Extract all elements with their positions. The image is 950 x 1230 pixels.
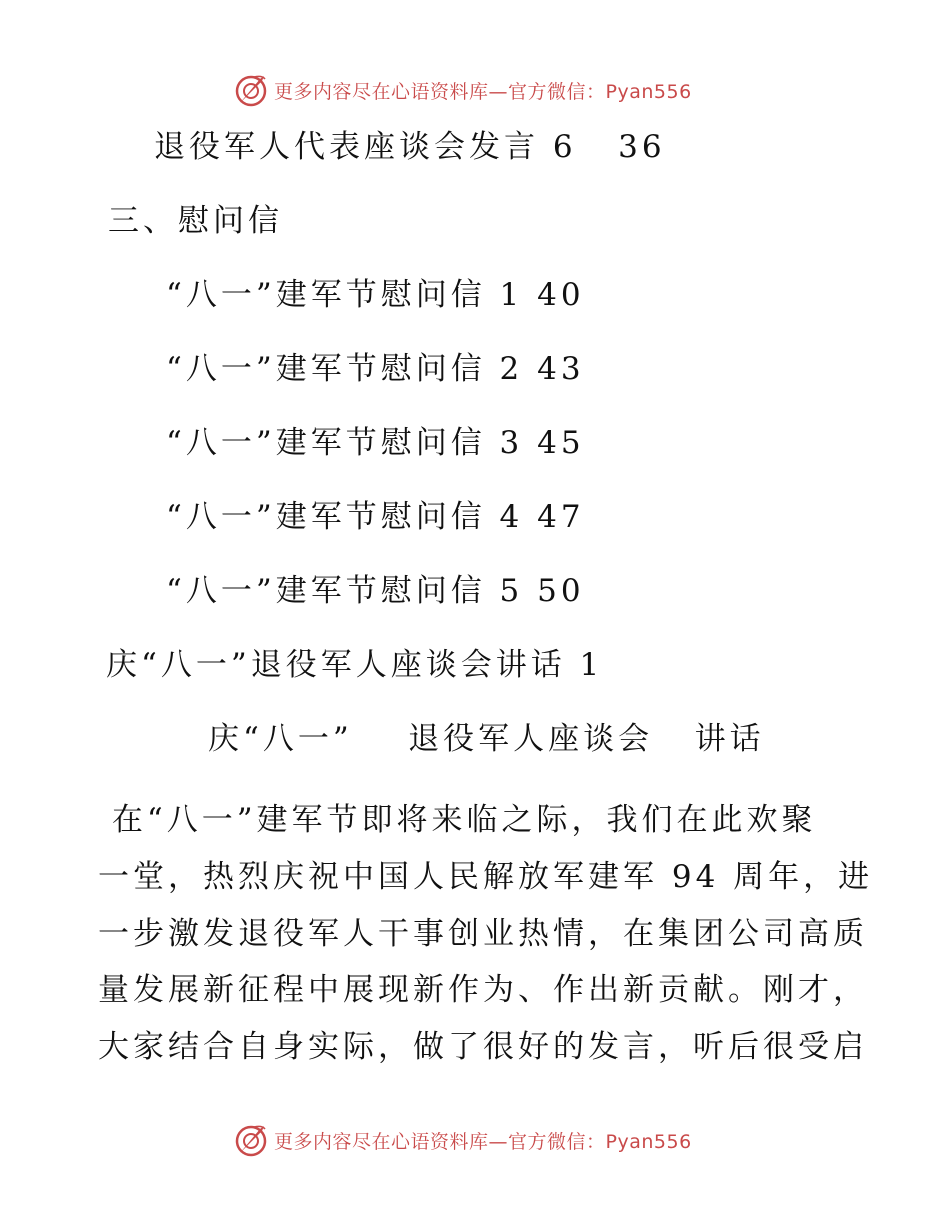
toc-item: “八一”建军节慰问信 4 47: [166, 499, 585, 535]
header-banner: [234, 72, 692, 108]
toc-item: “八一”建军节慰问信 1 40: [166, 277, 585, 313]
article-body: [98, 792, 874, 1076]
body-line: 在“八一”建军节即将来临之际，我们在此欢聚: [98, 802, 817, 838]
body-line: 一步激发退役军人干事创业热情，在集团公司高质: [98, 915, 868, 952]
toc-item: “八一”建军节慰问信 3 45: [166, 425, 585, 461]
body-line: 大家结合自身实际，做了很好的发言，听后很受启: [98, 1029, 868, 1066]
toc-entry-speech: 庆“八一”退役军人座谈会讲话 1: [106, 647, 604, 683]
article-title: 庆“八一” 退役军人座谈会 讲话: [208, 721, 765, 757]
quill-pen-logo-icon: [234, 1123, 268, 1157]
header-banner-text: 更多内容尽在心语资料库—官方微信：Pyan556: [274, 80, 692, 103]
toc-item: “八一”建军节慰问信 5 50: [166, 573, 585, 609]
toc-entry-delegate-speech: 退役军人代表座谈会发言 6 36: [154, 129, 666, 165]
quill-pen-logo-icon: [234, 73, 268, 107]
footer-banner: [234, 1122, 692, 1158]
body-line: 一堂，热烈庆祝中国人民解放军建军 94 周年，进: [98, 858, 874, 895]
footer-banner-text: 更多内容尽在心语资料库—官方微信：Pyan556: [274, 1130, 692, 1153]
toc-item: “八一”建军节慰问信 2 43: [166, 351, 585, 387]
body-line: 量发展新征程中展现新作为、作出新贡献。刚才，: [98, 972, 868, 1009]
toc-section-heading: 三、慰问信: [108, 203, 283, 239]
